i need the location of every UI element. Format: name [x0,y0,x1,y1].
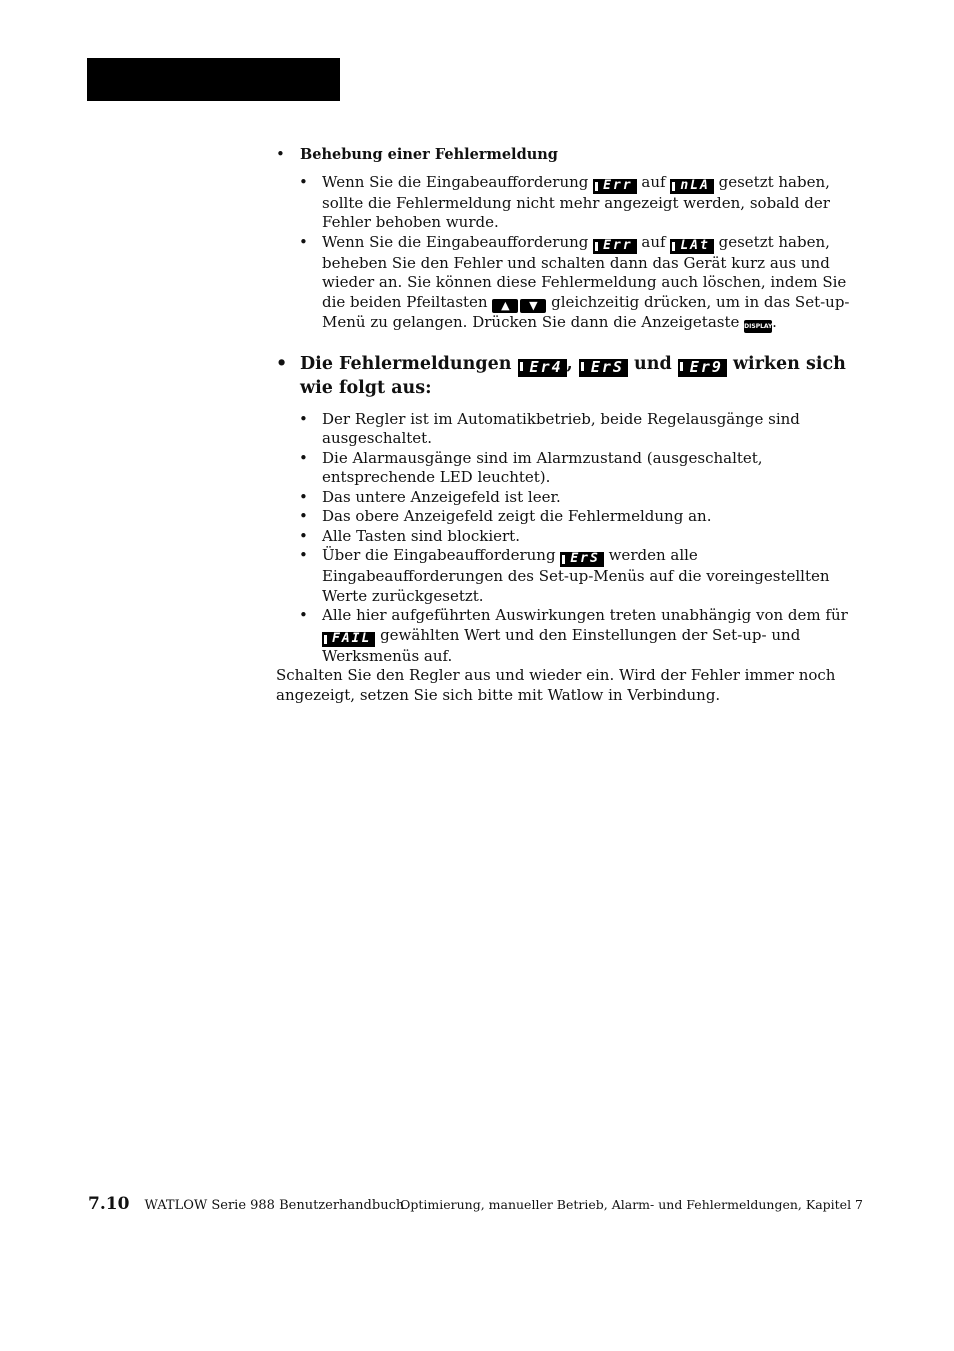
header-black-bar [87,58,340,101]
display-key-icon: DISPLAY [744,320,772,333]
lcd-prompt-fail: FAIL [322,632,375,647]
list-item: • Der Regler ist im Automatikbetrieb, beide Regelausgänge sind ausgeschaltet. [299,409,800,447]
lcd-error-er4: Er4 [518,359,567,377]
lcd-prompt-err: Err [593,179,636,194]
section-error-effects [276,353,866,400]
list-item: • Wenn Sie die Eingabeaufforderung Err auf nLA gesetzt haben, sollte die Fehlermeldung nicht mehr angezeigt werden, sobald der Fehler behoben wurde. [299,172,830,231]
up-arrow-key-icon: ▲ [492,299,518,313]
lcd-value-nla: nLA [670,179,713,194]
main-content [276,145,866,705]
lcd-error-ers: ErS [579,359,628,377]
section-heading: Behebung einer Fehlermeldung [300,146,558,163]
closing-paragraph: Schalten Sie den Regler aus und wieder ein. Wird der Fehler immer noch angezeigt, setzen Sie sich bitte mit Watlow in Verbindung. [276,666,836,704]
chapter-title: Optimierung, manueller Betrieb, Alarm- und Fehlermeldungen, Kapitel 7 [400,1197,863,1212]
footer-left [88,1194,404,1214]
lcd-prompt-err: Err [593,239,636,254]
section-error-clearing [276,145,866,165]
list-item: • Wenn Sie die Eingabeaufforderung Err auf LAt gesetzt haben, beheben Sie den Fehler und schalten dann das Gerät kurz aus und wieder an. Sie können diese Fehlermeldung auch löschen, indem Sie die beiden Pfeiltasten ▲ ▼ gleichzeitig drücken, um in das Set-up-Menü zu gelangen. Drücken Sie dann die Anzeigetaste DISPLAY. [299,232,850,331]
list-item: • Die Alarmausgänge sind im Alarmzustand (ausgeschaltet, entsprechende LED leuchtet). [299,448,763,486]
lcd-error-er9: Er9 [678,359,727,377]
page-number: 7.10 [88,1194,130,1214]
list-item: • Alle hier aufgeführten Auswirkungen treten unabhängig von dem für FAIL gewählten Wert und den Einstellungen der Set-up- und Werksmenüs auf. [299,606,848,665]
bullet: • [276,145,285,163]
list-item: • Alle Tasten sind blockiert. [299,526,520,545]
manual-title: WATLOW Serie 988 Benutzerhandbuch [144,1198,405,1213]
list-item: • Das obere Anzeigefeld zeigt die Fehlermeldung an. [299,507,712,525]
lcd-prompt-ers: ErS [560,552,603,567]
lcd-value-lat: LAt [670,239,713,254]
arrow-keys-icon [492,299,546,313]
list-item: • Über die Eingabeaufforderung ErS werden alle Eingabeaufforderungen des Set-up-Menüs auf die voreingestellten Werte zurückgesetzt. [299,546,830,605]
bullet: • [276,353,288,374]
down-arrow-key-icon: ▼ [520,299,546,313]
error-effects-list [276,410,866,667]
error-clearing-list [276,173,866,333]
list-item: • Das untere Anzeigefeld ist leer. [299,487,561,506]
section-heading: Die Fehlermeldungen Er4 , ErS und Er9 wirken sich wie folgt aus: [300,353,846,398]
